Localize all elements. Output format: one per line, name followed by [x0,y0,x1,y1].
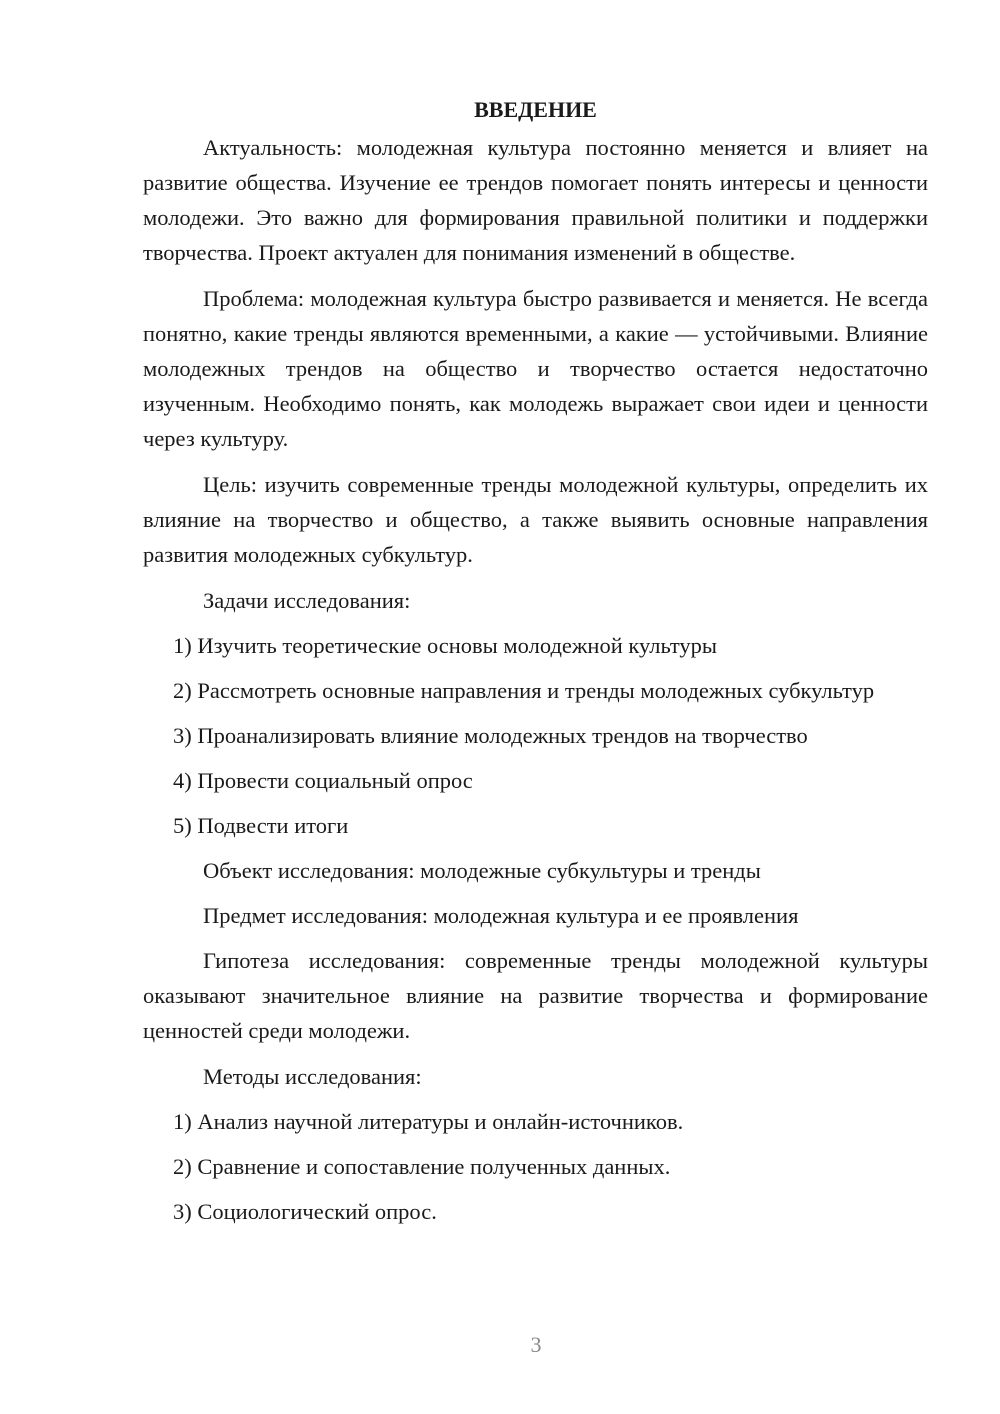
object-line: Объект исследования: молодежные субкультуры и тренды [203,858,761,883]
section-title: ВВЕДЕНИЕ [474,97,597,122]
methods-heading: Методы исследования: [203,1064,422,1089]
method-item-3: 3) Социологический опрос. [173,1199,437,1224]
subject-line: Предмет исследования: молодежная культура и ее проявления [203,903,799,928]
hypothesis-paragraph: Гипотеза исследования: современные тренды молодежной культуры оказывают значительное влияние на развитие творчества и формирование ценностей среди молодежи. [143,948,928,1043]
problem-paragraph: Проблема: молодежная культура быстро развивается и меняется. Не всегда понятно, какие тренды являются временными, а какие — устойчивыми. Влияние молодежных трендов на общество и творчество остается недостаточно изученным. Необходимо понять, как молодежь выражает свои идеи и ценности через культуру. [143,286,928,451]
method-item-1: 1) Анализ научной литературы и онлайн-источников. [173,1109,684,1134]
task-item-5: 5) Подвести итоги [173,813,349,838]
page-number: 3 [530,1332,542,1357]
document-page [143,92,928,1239]
method-item-2: 2) Сравнение и сопоставление полученных данных. [173,1154,671,1179]
task-item-4: 4) Провести социальный опрос [173,768,473,793]
task-item-2: 2) Рассмотреть основные направления и тренды молодежных субкультур [173,678,875,703]
task-item-3: 3) Проанализировать влияние молодежных трендов на творчество [173,723,808,748]
task-item-1: 1) Изучить теоретические основы молодежной культуры [173,633,718,658]
goal-paragraph: Цель: изучить современные тренды молодежной культуры, определить их влияние на творчество и общество, а также выявить основные направления развития молодежных субкультур. [143,472,928,567]
relevance-paragraph: Актуальность: молодежная культура постоянно меняется и влияет на развитие общества. Изучение ее трендов помогает понять интересы и ценности молодежи. Это важно для формирования правильной политики и поддержки творчества. Проект актуален для понимания изменений в обществе. [143,135,928,265]
tasks-heading: Задачи исследования: [203,588,411,613]
